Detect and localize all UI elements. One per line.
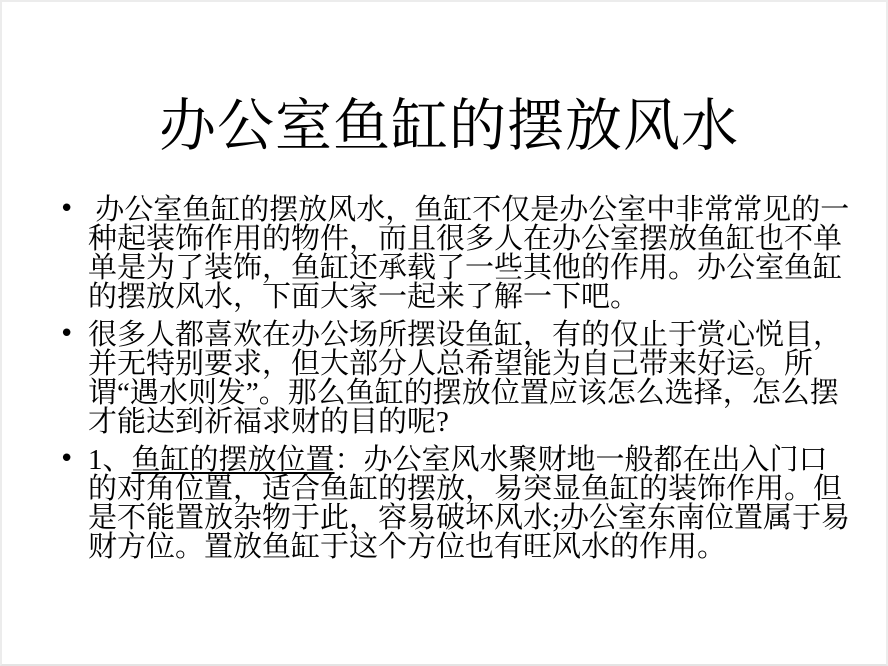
slide-body bbox=[59, 196, 851, 571]
slide-title: 办公室鱼缸的摆放风水 bbox=[159, 95, 739, 159]
bullet-item-3 bbox=[59, 446, 851, 562]
bullet-dot-icon: • bbox=[59, 319, 75, 349]
bullet-text-1: 办公室鱼缸的摆放风水，鱼缸不仅是办公室中非常常见的一种起装饰作用的物件，而且很多人在办公室摆放鱼缸也不单单是为了装饰，鱼缸还承载了一些其他的作用。办公室鱼缸的摆放风水，下面大家一起来了解一下吧。 bbox=[88, 194, 850, 313]
bullet-text-2: 很多人都喜欢在办公场所摆设鱼缸，有的仅止于赏心悦目，并无特别要求，但大部分人总希望能为自己带来好运。所谓“遇水则发”。那么鱼缸的摆放位置应该怎么选择，怎么摆才能达到祈福求财的目的呢? bbox=[88, 319, 843, 438]
bullet-3-prefix: 1、 bbox=[88, 444, 132, 476]
bullet-item-2 bbox=[59, 321, 851, 437]
bullet-text-3 bbox=[88, 446, 851, 562]
bullet-dot-icon: • bbox=[59, 444, 75, 474]
bullet-dot-icon: • bbox=[59, 194, 75, 224]
bullet-3-underlined-phrase: 鱼缸的摆放位置 bbox=[131, 444, 335, 476]
bullet-item-1 bbox=[59, 196, 851, 312]
bullet-3-rest: ：办公室风水聚财地一般都在出入门口的对角位置，适合鱼缸的摆放，易突显鱼缸的装饰作用。但是不能置放杂物于此，容易破坏风水;办公室东南位置属于易财方位。置放鱼缸于这个方位也有旺风水的作用。 bbox=[88, 444, 851, 563]
